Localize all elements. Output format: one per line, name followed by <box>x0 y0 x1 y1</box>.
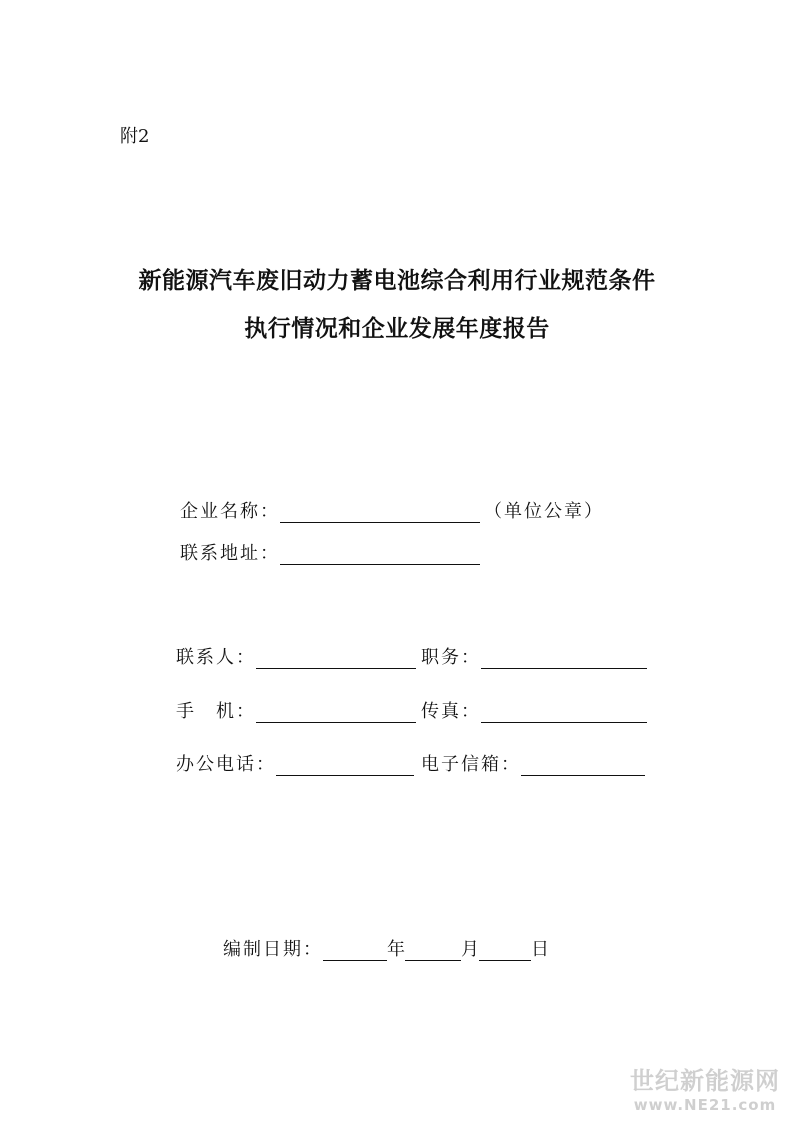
email-field <box>421 750 645 776</box>
company-name-blank[interactable] <box>280 504 480 523</box>
mobile-field <box>176 697 416 723</box>
fax-field <box>421 697 647 723</box>
position-label: 职务： <box>421 647 481 668</box>
office-phone-label: 办公电话： <box>176 754 276 775</box>
mobile-label: 手 机： <box>176 701 256 722</box>
company-name-field <box>180 497 604 523</box>
mobile-blank[interactable] <box>256 704 416 723</box>
day-blank[interactable] <box>479 942 531 961</box>
watermark-url: www.NE21.com <box>633 1096 777 1114</box>
report-title-line1: 新能源汽车废旧动力蓄电池综合利用行业规范条件 <box>138 268 656 294</box>
contact-person-label: 联系人： <box>176 647 256 668</box>
office-phone-blank[interactable] <box>276 757 414 776</box>
contact-person-blank[interactable] <box>256 650 416 669</box>
position-field <box>421 643 647 669</box>
address-label: 联系地址： <box>180 543 280 564</box>
year-label: 年 <box>387 939 405 960</box>
contact-person-field <box>176 643 416 669</box>
watermark-site-name: 世纪新能源网 <box>630 1067 780 1095</box>
office-phone-field <box>176 750 414 776</box>
position-blank[interactable] <box>481 650 647 669</box>
company-name-label: 企业名称： <box>180 501 280 522</box>
fax-blank[interactable] <box>481 704 647 723</box>
fax-label: 传真： <box>421 701 481 722</box>
site-watermark <box>630 1061 780 1114</box>
report-title-line2: 执行情况和企业发展年度报告 <box>244 316 550 342</box>
compile-date-label: 编制日期： <box>223 939 323 960</box>
day-label: 日 <box>531 939 549 960</box>
email-blank[interactable] <box>521 757 645 776</box>
compile-date-field <box>223 935 549 961</box>
address-field <box>180 539 480 565</box>
attachment-label: 附2 <box>120 126 150 147</box>
month-label: 月 <box>461 939 479 960</box>
address-blank[interactable] <box>280 546 480 565</box>
month-blank[interactable] <box>405 942 461 961</box>
email-label: 电子信箱： <box>421 754 521 775</box>
year-blank[interactable] <box>323 942 387 961</box>
company-seal-note: （单位公章） <box>484 501 604 522</box>
